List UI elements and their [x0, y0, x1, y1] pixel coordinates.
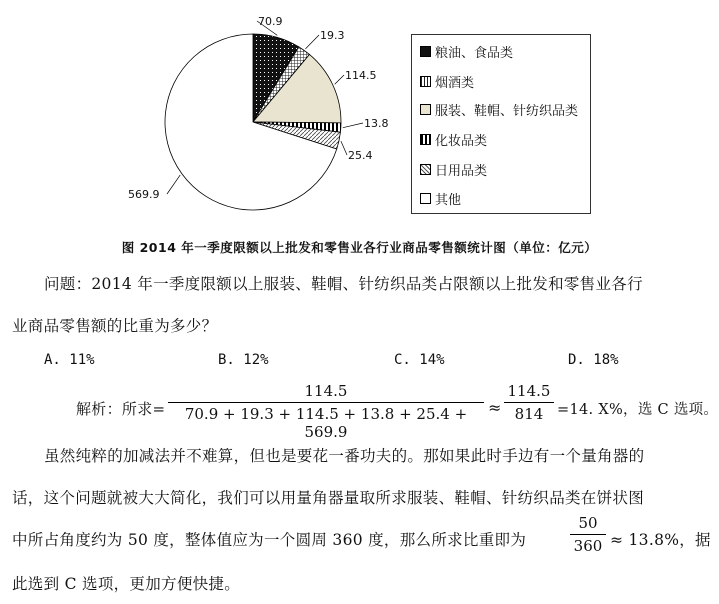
leader-line [335, 75, 344, 84]
leader-line [305, 35, 319, 49]
legend-swatch-icon [420, 76, 431, 87]
legend-label: 服装、鞋帽、针纺织品类 [435, 103, 579, 119]
fraction-bar [570, 534, 606, 535]
option-d: D. 18% [568, 352, 619, 368]
option-c: C. 14% [394, 352, 445, 368]
slice-value-label: 13.8 [364, 117, 389, 130]
analysis-suffix: =14. X%，选 C 选项。 [557, 402, 719, 418]
leader-line [167, 175, 180, 194]
analysis-fraction-1 [168, 382, 484, 441]
legend-label: 日用品类 [435, 163, 488, 179]
fraction-bar [504, 402, 554, 403]
option-b: B. 12% [218, 352, 269, 368]
legend-item [420, 73, 474, 89]
explanation-line-3: 中所占角度约为 50 度，整体值应为一个圆周 360 度，那么所求比重即为 [12, 531, 527, 549]
leader-line [343, 123, 363, 128]
legend-label: 烟酒类 [435, 75, 475, 91]
analysis-fraction-2 [504, 382, 554, 423]
legend-swatch-icon [420, 46, 431, 57]
explanation-line-4: 此选到 C 选项，更加方便快捷。 [12, 575, 241, 593]
legend-item [420, 190, 461, 206]
legend-swatch-icon [420, 164, 431, 175]
chart-caption: 图 2014 年一季度限额以上批发和零售业各行业商品零售额统计图（单位：亿元） [121, 240, 598, 255]
fraction-denominator: 360 [573, 537, 603, 555]
approx-sign: ≈ [488, 398, 502, 417]
explanation-line-3-suffix: ≈ 13.8%，据 [610, 531, 711, 549]
legend-label: 其他 [435, 192, 462, 208]
explanation-line-1: 虽然纯粹的加减法并不难算，但也是要花一番功夫的。那如果此时手边有一个量角器的 [44, 447, 645, 465]
leader-line [341, 141, 347, 155]
slice-value-label: 70.9 [258, 15, 283, 28]
legend-label: 化妆品类 [435, 133, 488, 149]
fraction-bar [168, 402, 484, 403]
fraction-denominator: 70.9 + 19.3 + 114.5 + 13.8 + 25.4 + 569.9 [184, 405, 468, 441]
chart-legend [411, 34, 591, 214]
question-line-1: 问题：2014 年一季度限额以上服装、鞋帽、针纺织品类占限额以上批发和零售业各行 [44, 275, 643, 293]
fraction-numerator: 114.5 [507, 382, 551, 400]
fraction-numerator: 50 [578, 514, 598, 532]
pie-chart [0, 0, 719, 240]
legend-swatch-icon [420, 104, 431, 115]
fraction-denominator: 814 [514, 405, 544, 423]
legend-swatch-icon [420, 134, 431, 145]
slice-value-label: 25.4 [348, 149, 373, 162]
legend-item [420, 43, 513, 59]
legend-label: 粮油、食品类 [435, 45, 514, 61]
analysis-prefix: 解析：所求= [76, 400, 166, 418]
slice-value-label: 114.5 [345, 69, 377, 82]
question-line-2: 业商品零售额的比重为多少？ [12, 317, 218, 335]
option-a: A. 11% [44, 352, 95, 368]
slice-value-label: 569.9 [128, 188, 160, 201]
explanation-fraction [570, 514, 606, 555]
legend-swatch-icon [420, 193, 431, 204]
slice-value-label: 19.3 [320, 29, 345, 42]
legend-item [420, 131, 487, 147]
legend-item [420, 161, 487, 177]
fraction-numerator: 114.5 [304, 382, 348, 400]
explanation-line-2: 话，这个问题就被大大简化，我们可以用量角器量取所求服装、鞋帽、针纺织品类在饼状图 [12, 489, 645, 507]
legend-item [420, 101, 578, 117]
